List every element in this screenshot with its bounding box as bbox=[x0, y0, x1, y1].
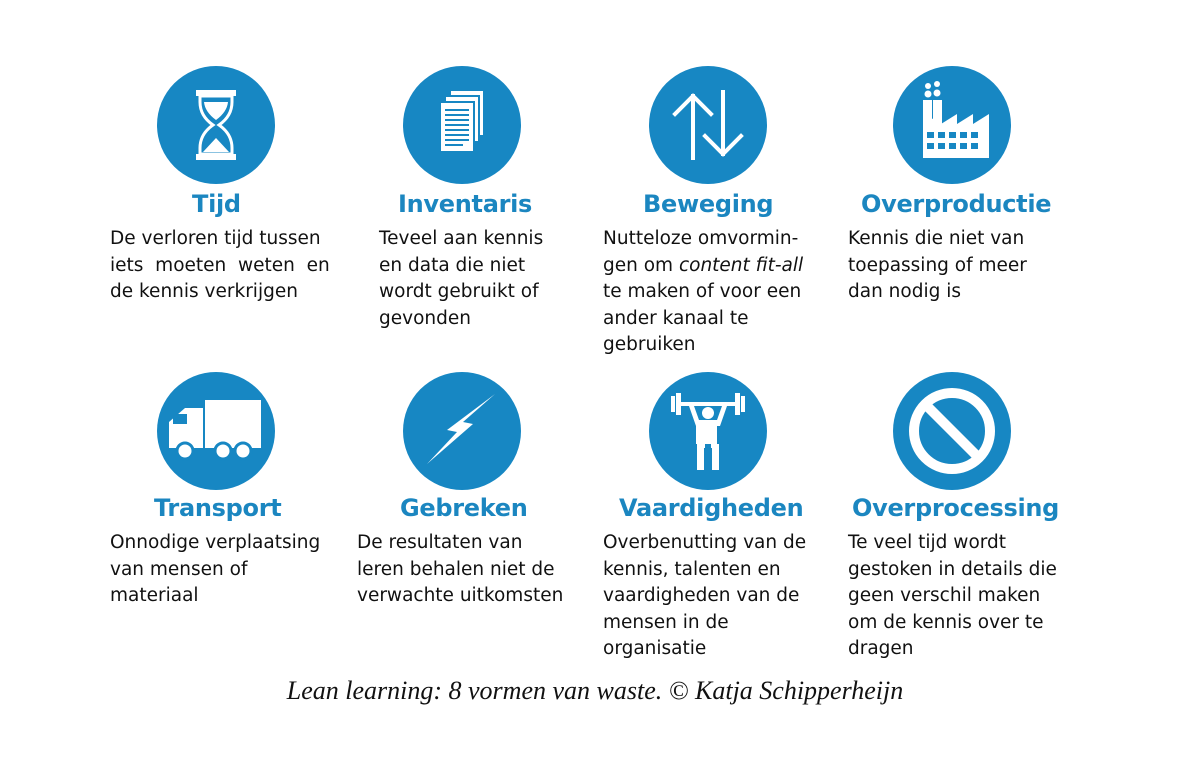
item-desc-beweging: Nutteloze omvormin- gen om content fit-all te maken of voor een ander kanaal te gebruiken bbox=[603, 228, 804, 355]
overproductie-icon-circle bbox=[893, 66, 1011, 184]
emphasis-text: content fit-all bbox=[678, 254, 804, 276]
up-down-arrows-icon bbox=[649, 66, 767, 184]
item-desc-overproductie: Kennis die niet van toepassing of meer dan nodig is bbox=[848, 228, 1027, 302]
item-title-transport: Transport bbox=[154, 494, 282, 522]
weightlifter-icon bbox=[649, 372, 767, 490]
inventaris-icon-circle bbox=[403, 66, 521, 184]
documents-icon bbox=[403, 66, 521, 184]
item-desc-overprocessing: Te veel tijd wordt gestoken in details die geen verschil maken om de kennis over te dragen bbox=[848, 532, 1057, 659]
tijd-icon-circle bbox=[157, 66, 275, 184]
item-title-overprocessing: Overprocessing bbox=[852, 494, 1060, 522]
item-title-tijd: Tijd bbox=[192, 190, 241, 218]
gebreken-icon-circle bbox=[403, 372, 521, 490]
item-title-overproductie: Overproductie bbox=[861, 190, 1052, 218]
item-desc-vaardigheden: Overbenutting van de kennis, talenten en vaardigheden van de mensen in de organisatie bbox=[603, 532, 807, 659]
item-desc-inventaris: Teveel aan kennis en data die niet wordt gebruikt of gevonden bbox=[379, 228, 544, 329]
item-title-inventaris: Inventaris bbox=[398, 190, 533, 218]
hourglass-icon bbox=[157, 66, 275, 184]
lightning-icon bbox=[403, 372, 521, 490]
truck-icon bbox=[157, 372, 275, 490]
factory-icon bbox=[893, 66, 1011, 184]
item-title-vaardigheden: Vaardigheden bbox=[619, 494, 804, 522]
item-desc-tijd: De verloren tijd tussen iets moeten weten en de kennis verkrijgen bbox=[110, 228, 330, 302]
prohibited-icon bbox=[893, 372, 1011, 490]
item-title-beweging: Beweging bbox=[643, 190, 774, 218]
vaardigheden-icon-circle bbox=[649, 372, 767, 490]
beweging-icon-circle bbox=[649, 66, 767, 184]
transport-icon-circle bbox=[157, 372, 275, 490]
item-desc-gebreken: De resultaten van leren behalen niet de verwachte uitkomsten bbox=[357, 532, 564, 606]
item-desc-transport: Onnodige verplaatsing van mensen of materiaal bbox=[110, 532, 321, 606]
item-title-gebreken: Gebreken bbox=[400, 494, 528, 522]
caption: Lean learning: 8 vormen van waste. © Katja Schipperheijn bbox=[286, 676, 904, 705]
overprocessing-icon-circle bbox=[893, 372, 1011, 490]
